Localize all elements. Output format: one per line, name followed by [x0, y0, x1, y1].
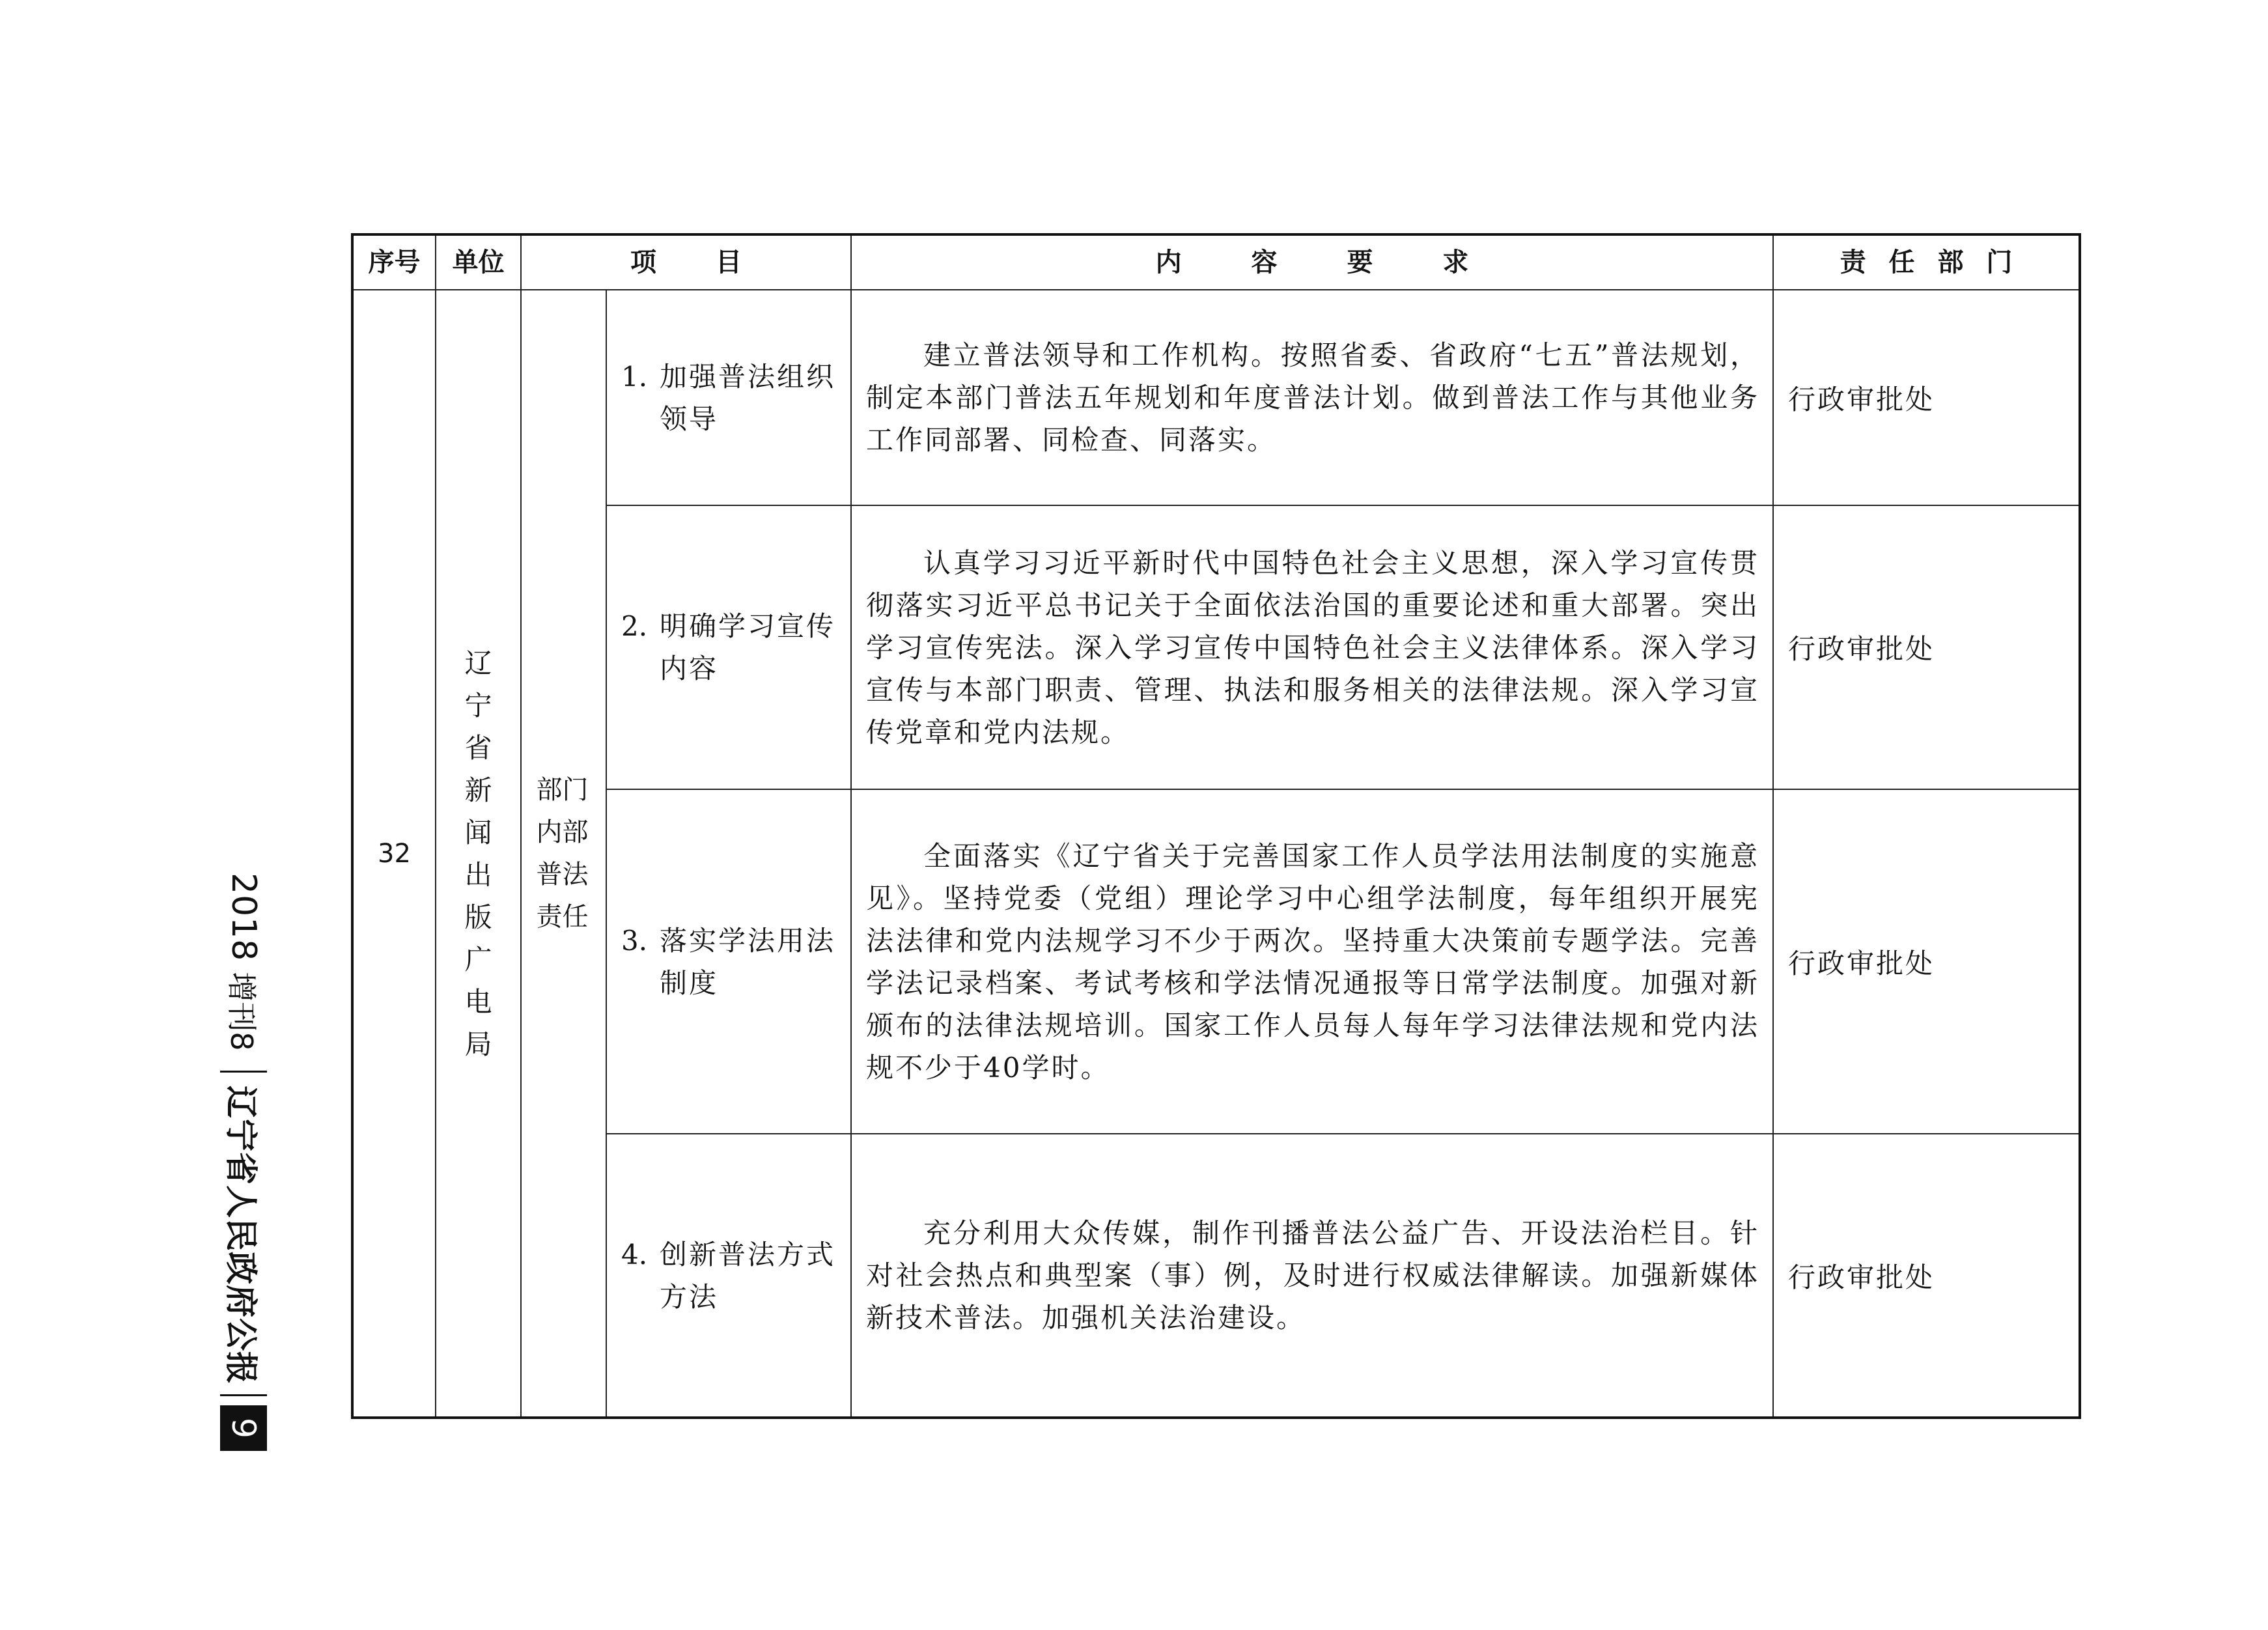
unit-cell — [436, 290, 521, 1418]
item-number: 2. — [621, 610, 648, 642]
strip-divider — [220, 1071, 267, 1073]
content-text: 认真学习习近平新时代中国特色社会主义思想，深入学习宣传贯彻落实习近平总书记关于全面依法治国的重要论述和重大部署。突出学习宣传宪法。深入学习宣传中国特色社会主义法律体系。深入学习宣传与本部门职责、管理、执法和服务相关的法律法规。深入学习宣传党章和党内法规。 — [866, 546, 1759, 748]
category-name: 部门内部普法责任 — [536, 774, 589, 932]
unit-name: 辽宁省新闻出版广电局 — [464, 647, 492, 1060]
index-cell — [352, 290, 436, 1418]
item-cell — [606, 290, 851, 505]
journal-margin-strip — [220, 873, 267, 1451]
item-number: 4. — [621, 1238, 648, 1271]
journal-title: 辽宁省人民政府公报 — [222, 1086, 260, 1384]
table-row — [352, 1134, 2080, 1418]
item-entry — [607, 605, 850, 690]
table-row — [352, 505, 2080, 789]
content-cell — [851, 789, 1773, 1134]
item-number: 3. — [621, 924, 648, 957]
legal-education-table — [351, 233, 2081, 1419]
department-name: 行政审批处 — [1788, 383, 1935, 415]
department-name: 行政审批处 — [1788, 947, 1935, 979]
strip-divider — [220, 1394, 267, 1396]
department-name: 行政审批处 — [1788, 633, 1935, 665]
item-label: 加强普法组织领导 — [660, 360, 836, 435]
content-text: 建立普法领导和工作机构。按照省委、省政府“七五”普法规划，制定本部门普法五年规划和年度普法计划。做到普法工作与其他业务工作同部署、同检查、同落实。 — [866, 339, 1759, 456]
item-number: 1. — [621, 360, 648, 393]
item-cell — [606, 789, 851, 1134]
item-label: 明确学习宣传内容 — [660, 610, 836, 684]
header-department: 责 任 部 门 — [1773, 234, 2080, 290]
content-cell — [851, 1134, 1773, 1418]
item-label: 创新普法方式方法 — [660, 1238, 836, 1313]
item-entry — [607, 1233, 850, 1318]
table-row — [352, 290, 2080, 505]
table-header-row — [352, 234, 2080, 290]
header-index: 序号 — [352, 234, 436, 290]
department-name: 行政审批处 — [1788, 1261, 1935, 1293]
content-text: 全面落实《辽宁省关于完善国家工作人员学法用法制度的实施意见》。坚持党委（党组）理论学习中心组学法制度，每年组织开展宪法法律和党内法规学习不少于两次。坚持重大决策前专题学法。完善学法记录档案、考试考核和学法情况通报等日常学法制度。加强对新颁布的法律法规培训。国家工作人员每人每年学习法律法规和党内法规不少于40学时。 — [866, 839, 1759, 1084]
journal-issue — [222, 873, 265, 1051]
item-entry — [607, 356, 850, 440]
header-content: 内 容 要 求 — [851, 234, 1773, 290]
content-text: 充分利用大众传媒，制作刊播普法公益广告、开设法治栏目。针对社会热点和典型案（事）例，及时进行权威法律解读。加强新媒体新技术普法。加强机关法治建设。 — [866, 1217, 1759, 1334]
page-number: 9 — [220, 1405, 267, 1451]
index-number: 32 — [378, 838, 411, 869]
department-cell — [1773, 290, 2080, 505]
journal-supplement: 增刊8 — [224, 972, 259, 1051]
department-cell — [1773, 789, 2080, 1134]
header-item: 项 目 — [521, 234, 851, 290]
content-cell — [851, 290, 1773, 505]
department-cell — [1773, 1134, 2080, 1418]
item-label: 落实学法用法制度 — [660, 924, 836, 999]
item-cell — [606, 505, 851, 789]
table-row — [352, 789, 2080, 1134]
category-cell — [521, 290, 606, 1418]
department-cell — [1773, 505, 2080, 789]
content-cell — [851, 505, 1773, 789]
header-unit: 单位 — [436, 234, 521, 290]
item-entry — [607, 920, 850, 1004]
journal-year: 2018 — [224, 873, 263, 962]
item-cell — [606, 1134, 851, 1418]
